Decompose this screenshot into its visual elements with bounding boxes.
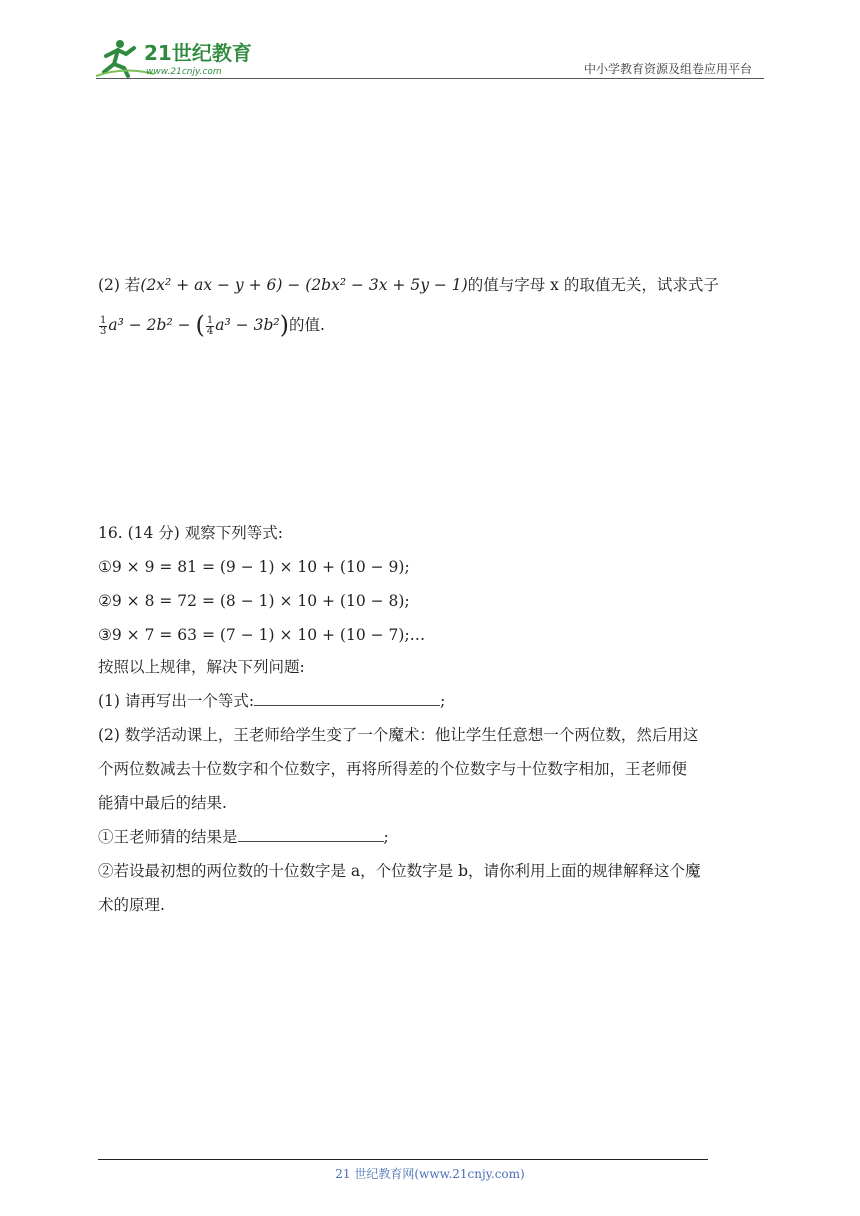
q16-part2-line2: 个两位数减去十位数字和个位数字，再将所得差的个位数字与十位数字相加，王老师便 [98,760,688,778]
q16-equation-2: ②9 × 8 = 72 = (8 − 1) × 10 + (10 − 8); [98,592,410,610]
q15-expression-1: (2x² + ax − y + 6) − (2bx² − 3x + 5y − 1) [140,276,468,294]
site-logo [94,36,256,80]
q16-part2-line1: (2) 数学活动课上，王老师给学生变了一个魔术：他让学生任意想一个两位数，然后用这 [98,726,699,744]
logo-text: 21世纪教育 [144,41,252,65]
q16-equation-3: ③9 × 7 = 63 = (7 − 1) × 10 + (10 − 7);… [98,626,426,644]
q16-part2a-label: ①王老师猜的结果是 [98,828,238,846]
answer-blank-2[interactable] [238,827,384,842]
q15-text-1: 的值与字母 x 的取值无关，试求式子 [467,276,719,294]
q15-expression-2b: a³ − 3b² [215,316,280,334]
footer-divider [98,1159,708,1160]
q15-text-2: 的值. [288,316,325,334]
q15-expression-2a: a³ − 2b² − [108,316,191,334]
q15-part2-label: (2) 若 [98,276,141,294]
logo-url: www.21cnjy.com [146,67,222,77]
q16-equation-1: ①9 × 9 = 81 = (9 − 1) × 10 + (10 − 9); [98,558,410,576]
q16-part2b-line1: ②若设最初想的两位数的十位数字是 a，个位数字是 b，请你利用上面的规律解释这个魔 [98,862,701,880]
header-divider [96,78,764,79]
q16-part1: (1) 请再写出一个等式: ; [98,692,446,710]
q16-rule: 按照以上规律，解决下列问题: [98,658,305,676]
fraction-one-quarter: $\frac{1}{4}$ [206,314,214,337]
q15-part2-line2: $\frac{1}{3}$ a³ − 2b² − ( $\frac{1}{4}$ a³ − 3b²)的值. [100,311,325,339]
platform-name: 中小学教育资源及组卷应用平台 [583,62,752,76]
q16-part2a: ①王老师猜的结果是 ; [98,828,389,846]
answer-blank-1[interactable] [254,691,440,706]
q16-title: 16. (14 分) 观察下列等式: [98,524,283,542]
q15-part2-line1 [98,274,719,296]
q16-part2b-line2: 术的原理. [98,896,165,914]
footer-link[interactable]: 21 世纪教育网(www.21cnjy.com) [335,1167,525,1181]
q16-part2-line3: 能猜中最后的结果. [98,794,227,812]
fraction-one-third: $\frac{1}{3}$ [100,314,107,337]
q16-part1-label: (1) 请再写出一个等式: [98,692,255,710]
